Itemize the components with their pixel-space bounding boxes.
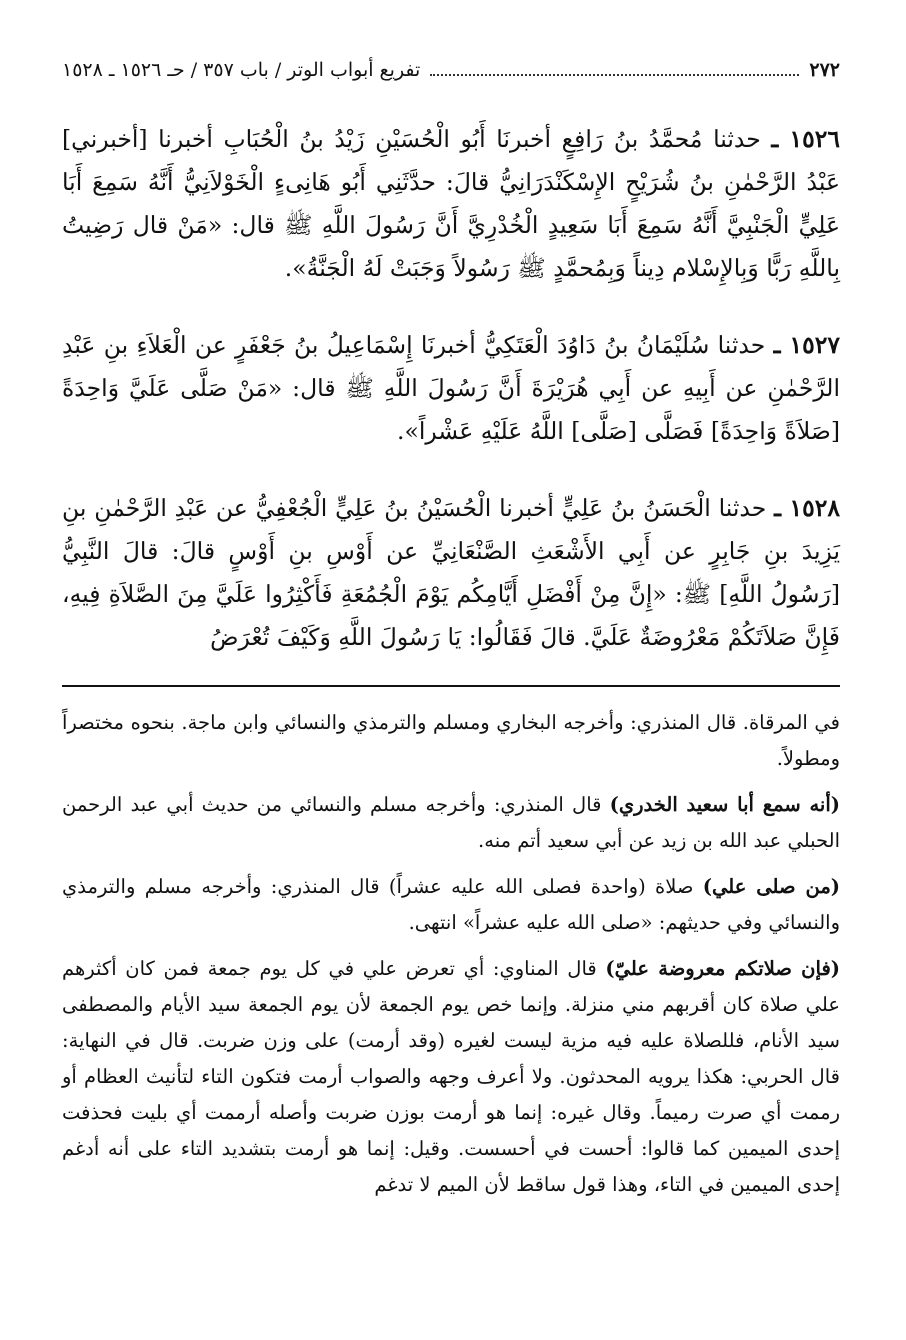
hadith-text: حدثنا مُحمَّدُ بنُ رَافِعٍ أخبرنَا أَبُو الْحُسَيْنِ زَيْدُ بنُ الْحُبَابِ أخبرنا [أخبرني] عَبْدُ الرَّحْمٰنِ بنُ شُرَيْحٍ الإِسْكَنْدَرَانِيُّ قالَ: حدَّثَنِي أَبُو هَانِىءٍ الْخَوْلاَنِيُّ أَنَّهُ سَمِعَ أَبَا عَلِيٍّ الْجَنْبِيَّ أَنَّهُ سَمِعَ أَبَا سَعِيدٍ الْخُدْرِيَّ أَنَّ رَسُولَ اللَّهِ ﷺ قال: «مَنْ قال رَضِيتُ بِاللَّهِ رَبًّا وَبِالإِسْلام دِيناً وَبِمُحمَّدٍ ﷺ رَسُولاً وَجَبَتْ لَهُ الْجَنَّةُ». xyxy=(62,125,840,282)
note-text: قال المنذري: وأخرجه مسلم والنسائي من حديث أبي عبد الرحمن الحبلي عبد الله بن زيد عن أبي سعيد أتم منه. xyxy=(62,793,840,852)
footnote-divider xyxy=(62,685,840,687)
page-number: ٢٧٢ xyxy=(809,59,840,81)
note-text: في المرقاة. قال المنذري: وأخرجه البخاري ومسلم والترمذي والنسائي وابن ماجة. بنحوه مختصراً ومطولاً. xyxy=(62,711,840,770)
note-text: قال المناوي: أي تعرض علي في كل يوم جمعة فمن كان أكثرهم علي صلاة كان أقربهم مني منزلة. وإنما خص يوم الجمعة لأن يوم الجمعة سيد الأيام والمصطفى سيد الأنام، فللصلاة عليه فيه مزية ليست لغيره (وقد أرمت) على وزن ضربت. قال في النهاية: قال الحربي: هكذا يرويه المحدثون. ولا أعرف وجهه والصواب أرمت فتكون التاء لتأنيث العظام أو رممت أي صرت رميماً. وقال غيره: إنما هو أرمت بوزن ضربت وأصله أرممت أي بليت فحذفت إحدى الميمين كما قالوا: أحست في أحسست. وقيل: إنما هو أرمت بتشديد التاء على أنه أدغم إحدى الميمين في التاء، وهذا قول ساقط لأن الميم لا تدغم xyxy=(62,957,840,1196)
note-lead: (أنه سمع أبا سعيد الخدري) xyxy=(609,793,840,816)
commentary-note xyxy=(62,869,840,941)
hadith-number: ١٥٢٧ ـ xyxy=(773,331,840,359)
note-text: صلاة (واحدة فصلى الله عليه عشراً) قال المنذري: وأخرجه مسلم والترمذي والنسائي وفي حديثهم: «صلى الله عليه عشراً» انتهى. xyxy=(62,875,840,934)
hadith-number: ١٥٢٨ ـ xyxy=(774,494,840,522)
note-lead: (فإن صلاتكم معروضة عليّ) xyxy=(605,957,840,980)
hadith-text: حدثنا سُلَيْمَانُ بنُ دَاوُدَ الْعَتَكِيُّ أخبرنَا إِسْمَاعِيلُ بنُ جَعْفَرٍ عن الْعَلاَءِ بنِ عَبْدِ الرَّحْمٰنِ عن أَبِيهِ عن أَبِي هُرَيْرَةَ أَنَّ رَسُولَ اللَّهِ ﷺ قال: «مَنْ صَلَّى عَلَيَّ وَاحِدَةً [صَلاَةً وَاحِدَةً] فَصَلَّى [صَلَّى] اللَّهُ عَلَيْهِ عَشْراً». xyxy=(62,331,840,445)
hadith-number: ١٥٢٦ ـ xyxy=(771,125,840,153)
hadith-1527 xyxy=(62,324,840,453)
running-header xyxy=(62,56,840,90)
dotted-leader xyxy=(430,73,799,76)
hadith-text: حدثنا الْحَسَنُ بنُ عَلِيٍّ أخبرنا الْحُسَيْنُ بنُ عَلِيٍّ الْجُعْفِيُّ عن عَبْدِ الرَّحْمٰنِ بنِ يَزِيدَ بنِ جَابِرٍ عن أَبِي الأَشْعَثِ الصَّنْعَانِيِّ عن أَوْسِ بنِ أَوْسٍ قالَ: قالَ النَّبِيُّ [رَسُولُ اللَّهِ] ﷺ: «إِنَّ مِنْ أَفْضَلِ أَيَّامِكُم يَوْمَ الْجُمُعَةِ فَأَكْثِرُوا عَلَيَّ مِنَ الصَّلاَةِ فِيهِ، فَإِنَّ صَلاَتَكُمْ مَعْرُوضَةٌ عَلَيَّ. قالَ فَقَالُوا: يَا رَسُولَ اللَّهِ وَكَيْفَ تُعْرَضُ xyxy=(62,494,840,651)
commentary-note xyxy=(62,951,840,1203)
hadith-1528 xyxy=(62,487,840,659)
commentary-note xyxy=(62,787,840,859)
note-lead: (من صلى علي) xyxy=(702,875,840,898)
commentary-note xyxy=(62,705,840,777)
hadith-1526 xyxy=(62,118,840,290)
running-title: تفريع أبواب الوتر / باب ٣٥٧ / حـ ١٥٢٦ ـ ١٥٢٨ xyxy=(62,59,421,81)
